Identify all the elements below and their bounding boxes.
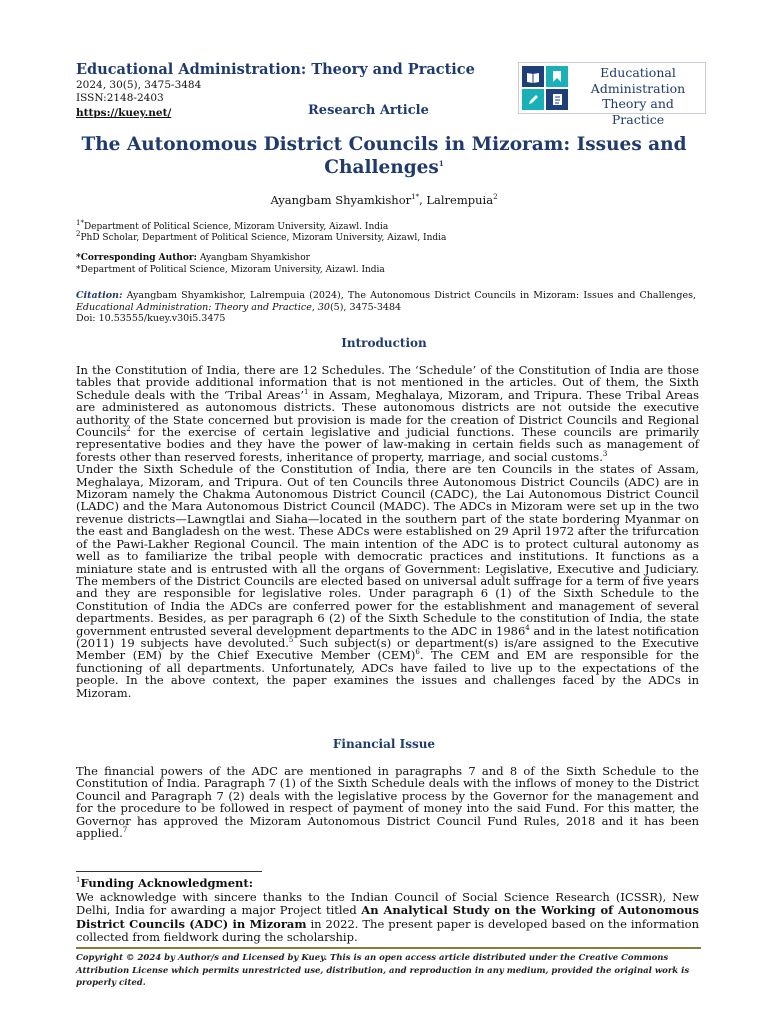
pencil-icon [522, 89, 544, 110]
affiliation-2 [76, 230, 447, 245]
bookmark-icon [546, 66, 568, 87]
citation-text-3: (5), 3475-3484 [329, 301, 402, 313]
fin-paragraph-1 [76, 765, 699, 839]
footer-divider [76, 947, 701, 949]
affiliation-1 [76, 219, 389, 234]
intro-p2-part-c: Such subject(s) or department(s) is/are assigned to the Executive Member (EM) by the Chief Executive Member (CEM) [76, 635, 699, 663]
footnote-marker: 1 [76, 876, 81, 885]
citation-text-1: Ayangbam Shyamkishor, Lalrempuia (2024), The Autonomous District Councils in Mizoram: Issues and Challenges, [122, 290, 696, 301]
affiliation-1-sup: 1* [76, 219, 84, 227]
title-line-2 [60, 156, 708, 179]
corresponding-label: *Corresponding Author: [76, 253, 197, 263]
author-list [76, 193, 692, 207]
footnote-ref-6: 6 [415, 648, 420, 657]
footnote-ref-2: 2 [126, 425, 131, 434]
logo-line-2: Administration [590, 80, 686, 96]
footnote-ref-1: 1 [304, 387, 309, 396]
article-title [60, 133, 708, 179]
introduction-heading: Introduction [341, 336, 427, 350]
affiliation-1-text: Department of Political Science, Mizoram University, Aizawl. India [83, 222, 389, 232]
footnote-divider [76, 871, 262, 872]
citation-block [76, 290, 696, 325]
author-2: Lalrempuia [426, 193, 494, 207]
document-icon [546, 89, 568, 110]
footnote-ref-5: 5 [288, 636, 294, 645]
footnote-text-b: in 2022. The present paper is developed based on the information collected from fieldwork during the scholarship. [76, 916, 699, 944]
author-separator: , [419, 193, 427, 207]
financial-issue-body [76, 765, 699, 839]
footnote-ref-3: 3 [602, 450, 608, 459]
logo-text [575, 65, 701, 127]
corresponding-name: Ayangbam Shyamkishor [196, 253, 310, 263]
footnote-text-a: We acknowledge with sincere thanks to the Indian Council of Social Science Research (ICSSR), New Delhi, India for awarding a major Project titled [76, 889, 699, 917]
fin-p1-text: The financial powers of the ADC are mentioned in paragraphs 7 and 8 of the Sixth Schedule to the Constitution of India. Paragraph 7 (1) of the Sixth Schedule deals with the inflows of money to the District Council and Paragraph 7 (2) deals with the legislative process by the Governor for the management and for the procedure to be followed in respect of payment of money into the said Fund. For this matter, the Governor has approved the Mizoram Autonomous District Council Fund Rules, 2018 and it has been applied. [76, 764, 699, 841]
author-1-sup: 1* [411, 193, 420, 202]
footnote-heading: Funding Acknowledgment: [80, 876, 253, 890]
affiliation-2-sup: 2 [76, 230, 81, 238]
citation-journal: Educational Administration: Theory and Practice [76, 301, 312, 313]
intro-paragraph-1 [76, 364, 699, 463]
journal-url-link[interactable]: https://kuey.net/ [76, 107, 172, 119]
citation-text-2: , [311, 301, 318, 313]
volume-pages: 2024, 30(5), 3475-3484 [76, 79, 202, 91]
logo-line-3: Theory and Practice [602, 96, 674, 127]
issn: ISSN:2148-2403 [76, 92, 164, 104]
author-1: Ayangbam Shyamkishor [270, 193, 412, 207]
copyright-notice: Copyright © 2024 by Author/s and Licensed by Kuey. This is an open access article distributed under the Creative Commons Attribution License which permits unrestricted use, distribution, and reproduction in any medium, provided the original work is properly cited. [76, 953, 690, 988]
corresponding-author [76, 253, 310, 265]
book-icon [522, 66, 544, 87]
logo-line-1: Educational [600, 65, 676, 80]
intro-p1-part-c: for the exercise of certain legislative and judicial functions. These councils are primarily representative bodies and they have the power of law-making in certain fields such as management of forests other than reserved forests, inheritance of property, marriage, and social customs. [76, 425, 699, 464]
journal-logo [518, 62, 706, 127]
intro-p1-part-a: In the Constitution of India, there are 12 Schedules. The ‘Schedule’ of the Constitution of India are those tables that provide additional information that is not mentioned in the articles. Out of them, the Sixth Schedule deals with the ‘Tribal Areas’ [76, 363, 699, 402]
intro-paragraph-2 [76, 463, 699, 699]
citation-volume: 30 [317, 301, 330, 313]
intro-p1-part-b: in Assam, Meghalaya, Mizoram, and Tripura. These Tribal Areas are administered as autonomous districts. These autonomous districts are not outside the executive authority of the State concerned but provision is made for the creation of District Councils and Regional Councils [76, 387, 699, 440]
journal-name: Educational Administration: Theory and Practice [76, 61, 475, 78]
author-2-sup: 2 [493, 193, 498, 202]
logo-tiles [522, 66, 568, 110]
citation-label: Citation: [76, 290, 123, 301]
intro-p2-part-d: . The CEM and EM are responsible for the functioning of all departments. Unfortunately, ADCs have failed to live up to the expectations of the people. In the above context, the paper examines the issues and challenges faced by the ADCs in Mizoram. [76, 648, 699, 700]
affiliation-2-text: PhD Scholar, Department of Political Science, Mizoram University, Aizawl, India [80, 233, 447, 243]
title-line-1: The Autonomous District Councils in Mizoram: Issues and [81, 134, 687, 155]
title-footnote-marker: 1 [438, 158, 444, 168]
intro-p2-part-a: Under the Sixth Schedule of the Constitution of India, there are ten Councils in the states of Assam, Meghalaya, Mizoram, and Tripura. Out of ten Councils three Autonomous District Councils (ADC) are in Mizoram namely the Chakma Autonomous District Council (CADC), the Lai Autonomous District Council (LADC) and the Mara Autonomous District Council (MADC). The ADCs in Mizoram were set up in the two revenue districts—Lawngtlai and Siaha—located in the southern part of the state bordering Myanmar on the east and Bangladesh on the west. These ADCs were established on 29 April 1972 after the trifurcation of the Pawi-Lakher Regional Council. The main intention of the ADC is to protect cultural autonomy as well as to familiarize the tribal people with democratic practices and institutions. It functions as a miniature state and is entrusted with all the organs of Government: Legislative, Executive and Judiciary. The members of the District Councils are elected based on universal adult suffrage for a term of five years and they are responsible for legislative roles. Under paragraph 6 (1) of the Sixth Schedule to the Constitution of India the ADCs are conferred power for the establishment and management of several departments. Besides, as per paragraph 6 (2) of the Sixth Schedule to the constitution of India, the state government entrusted several development departments to the ADC in 1986 [76, 462, 699, 638]
introduction-body [76, 364, 699, 699]
article-type-label: Research Article [308, 103, 429, 118]
project-title: An Analytical Study on the Working of Autonomous District Councils (ADC) in Mizoram [76, 903, 699, 931]
financial-issue-heading: Financial Issue [332, 737, 436, 751]
footnote-ref-7: 7 [122, 826, 128, 835]
intro-p2-part-b: and in the latest notification (2011) 19 subjects have devoluted. [76, 623, 700, 650]
doi: Doi: 10.53555/kuey.v30i5.3475 [76, 313, 226, 324]
corresponding-address: *Department of Political Science, Mizoram University, Aizawl. India [76, 265, 385, 275]
funding-footnote [76, 877, 699, 945]
title-line-2-text: Challenges [324, 157, 439, 178]
footnote-ref-4: 4 [525, 623, 530, 632]
